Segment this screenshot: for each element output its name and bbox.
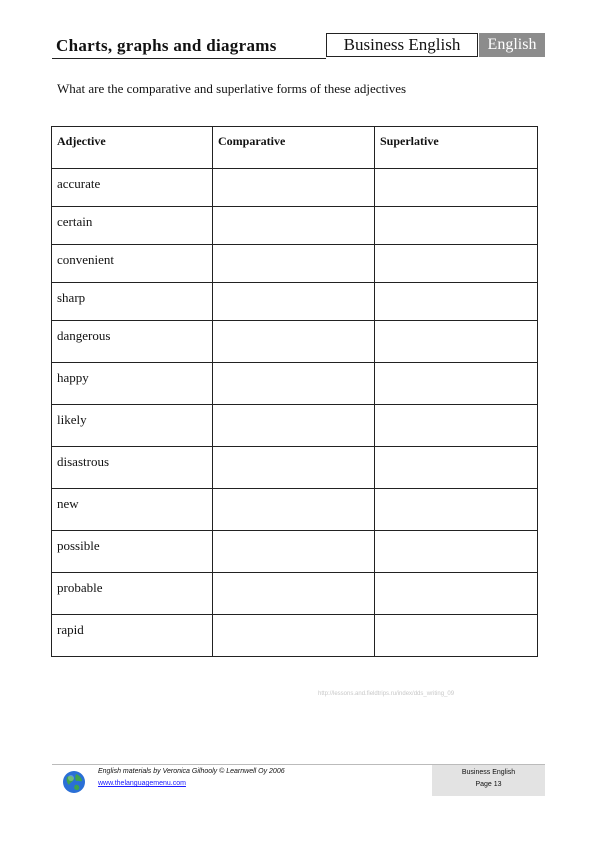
superlative-cell[interactable] <box>375 447 538 489</box>
comparative-cell[interactable] <box>213 573 375 615</box>
table-row <box>52 531 538 573</box>
superlative-cell[interactable] <box>375 405 538 447</box>
superlative-cell[interactable] <box>375 321 538 363</box>
column-header-comparative: Comparative <box>213 127 375 169</box>
footer-page-number: Page 13 <box>475 781 502 788</box>
adjective-cell: likely <box>52 405 213 447</box>
adjective-cell: sharp <box>52 283 213 321</box>
superlative-cell[interactable] <box>375 615 538 657</box>
subject-label: Business English <box>326 33 478 57</box>
comparative-cell[interactable] <box>213 169 375 207</box>
adjective-cell: possible <box>52 531 213 573</box>
footer-link[interactable]: www.thelanguagemenu.com <box>98 780 186 787</box>
comparative-cell[interactable] <box>213 245 375 283</box>
table-row <box>52 321 538 363</box>
table-row <box>52 363 538 405</box>
table-header-row <box>52 127 538 169</box>
footer-course: Business English <box>461 769 516 776</box>
table-row <box>52 615 538 657</box>
table-row <box>52 489 538 531</box>
comparative-cell[interactable] <box>213 283 375 321</box>
column-header-superlative: Superlative <box>375 127 538 169</box>
comparative-cell[interactable] <box>213 207 375 245</box>
adjective-table <box>51 126 538 657</box>
superlative-cell[interactable] <box>375 363 538 405</box>
superlative-cell[interactable] <box>375 573 538 615</box>
table-row <box>52 405 538 447</box>
footer-credit-block <box>98 766 285 790</box>
adjective-cell: certain <box>52 207 213 245</box>
table-row <box>52 573 538 615</box>
superlative-cell[interactable] <box>375 169 538 207</box>
table-row <box>52 447 538 489</box>
comparative-cell[interactable] <box>213 615 375 657</box>
column-header-adjective: Adjective <box>52 127 213 169</box>
adjective-cell: dangerous <box>52 321 213 363</box>
superlative-cell[interactable] <box>375 489 538 531</box>
comparative-cell[interactable] <box>213 405 375 447</box>
comparative-cell[interactable] <box>213 363 375 405</box>
table-row <box>52 245 538 283</box>
adjective-cell: disastrous <box>52 447 213 489</box>
adjective-cell: new <box>52 489 213 531</box>
comparative-cell[interactable] <box>213 489 375 531</box>
globe-icon <box>62 770 86 794</box>
comparative-cell[interactable] <box>213 531 375 573</box>
superlative-cell[interactable] <box>375 245 538 283</box>
comparative-cell[interactable] <box>213 447 375 489</box>
adjective-cell: happy <box>52 363 213 405</box>
header-rule <box>52 58 326 59</box>
adjective-cell: probable <box>52 573 213 615</box>
url-watermark: http://lessons.and.fieldtrips.ru/index/dds_writing_09 <box>318 691 455 697</box>
superlative-cell[interactable] <box>375 207 538 245</box>
footer-credit: English materials by Veronica Gilhooly © Learnwell Oy 2006 <box>98 768 285 775</box>
language-tag: English <box>479 33 545 57</box>
superlative-cell[interactable] <box>375 283 538 321</box>
instruction-text: What are the comparative and superlative forms of these adjectives <box>57 81 407 96</box>
superlative-cell[interactable] <box>375 531 538 573</box>
adjective-cell: convenient <box>52 245 213 283</box>
table-row <box>52 283 538 321</box>
page-title: Charts, graphs and diagrams <box>56 36 277 55</box>
comparative-cell[interactable] <box>213 321 375 363</box>
table-row <box>52 169 538 207</box>
adjective-cell: rapid <box>52 615 213 657</box>
adjective-cell: accurate <box>52 169 213 207</box>
page-header <box>52 33 545 59</box>
table-row <box>52 207 538 245</box>
footer-page-box <box>432 765 545 796</box>
